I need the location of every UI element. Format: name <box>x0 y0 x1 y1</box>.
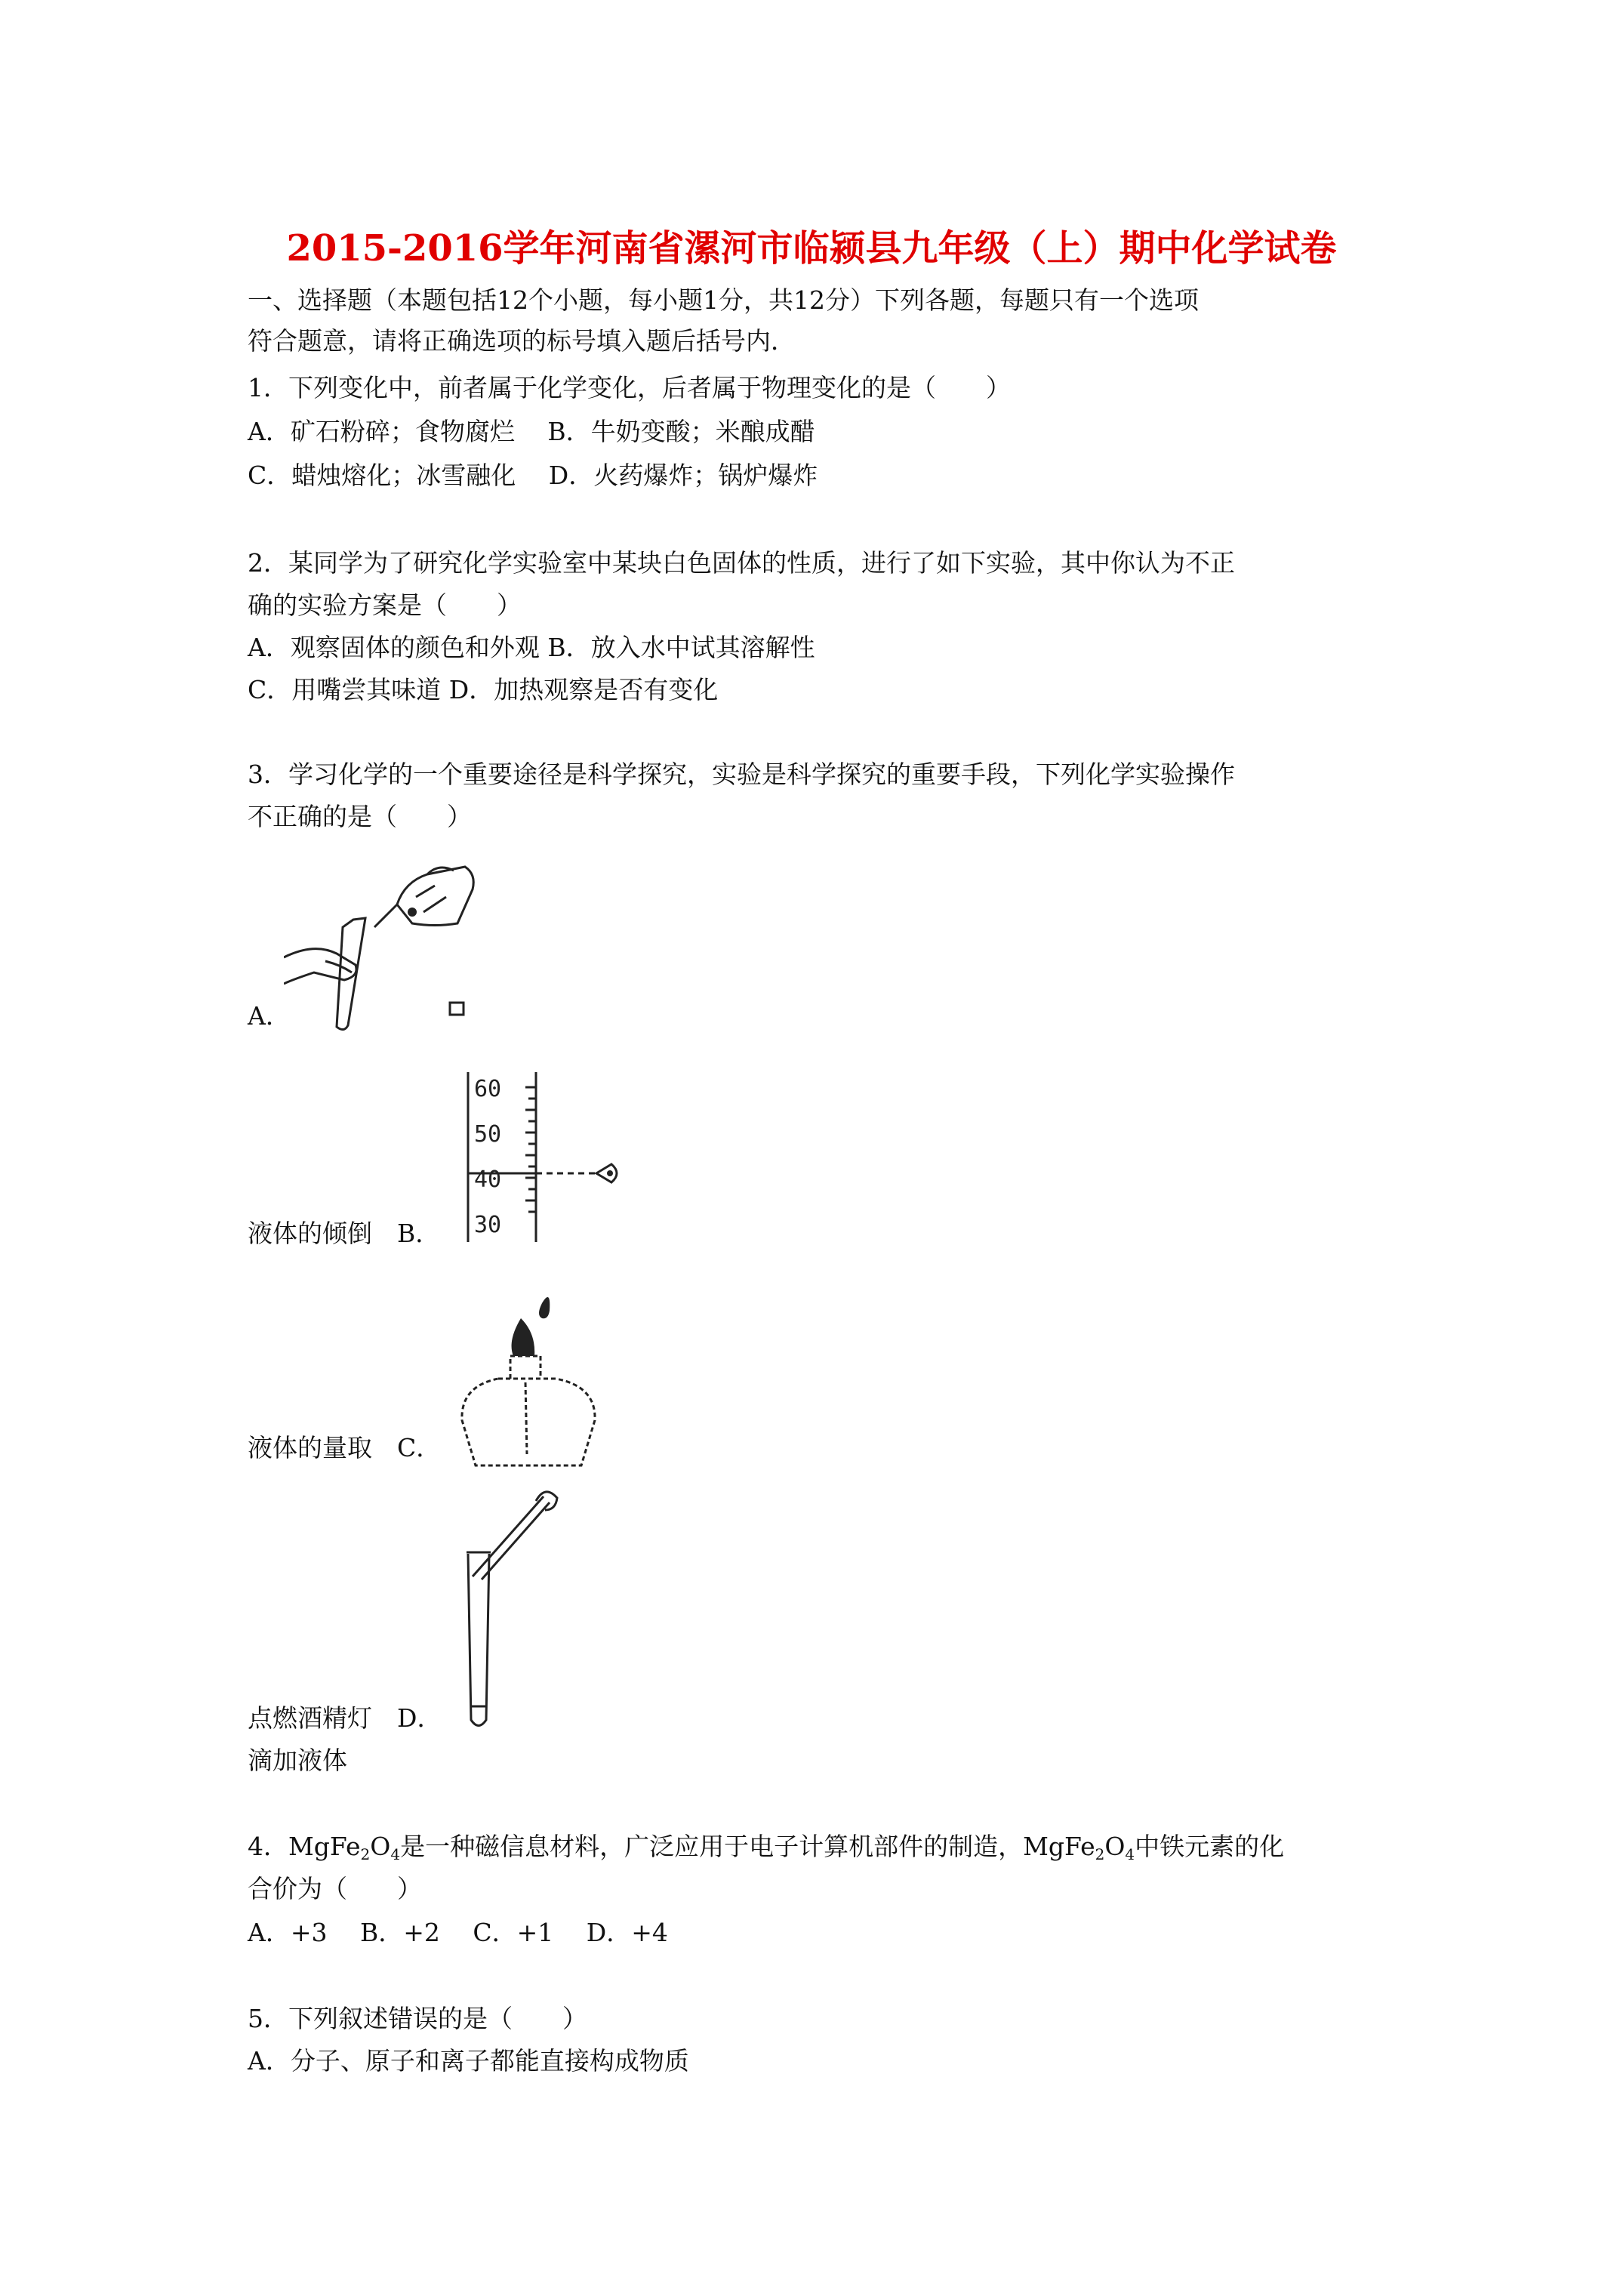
question-3-stem-line1: 3．学习化学的一个重要途径是科学探究，实验是科学探究的重要手段，下列化学实验操作 <box>248 760 1235 789</box>
dropper-test-tube-figure <box>460 1486 566 1735</box>
section-instructions-line1: 一、选择题（本题包括12个小题，每小题1分，共12分）下列各题，每题只有一个选项 <box>248 285 1199 315</box>
page-title: 2015-2016学年河南省漯河市临颍县九年级（上）期中化学试卷 <box>286 227 1337 270</box>
question-2-options-cd: C．用嘴尝其味道 D．加热观察是否有变化 <box>248 675 719 704</box>
question-5-stem: 5．下列叙述错误的是（ ） <box>248 2004 587 2033</box>
question-1-options-cd: C．蜡烛熔化；冰雪融化 D．火药爆炸；锅炉爆炸 <box>248 461 818 490</box>
cylinder-tick-30: 30 <box>474 1212 502 1238</box>
question-2-stem-line1: 2．某同学为了研究化学实验室中某块白色固体的性质，进行了如下实验，其中你认为不正 <box>248 548 1235 578</box>
cylinder-tick-60: 60 <box>474 1076 502 1102</box>
question-2-stem-line2: 确的实验方案是（ ） <box>248 590 522 620</box>
question-3-label-d-caption: 滴加液体 <box>248 1746 347 1775</box>
question-5-option-a: A．分子、原子和离子都能直接构成物质 <box>248 2046 689 2076</box>
question-4-options: A．+3 B．+2 C．+1 D．+4 <box>248 1918 668 1947</box>
question-3-label-a: A． <box>248 1001 291 1031</box>
section-instructions-line2: 符合题意，请将正确选项的标号填入题后括号内． <box>248 326 796 356</box>
question-2-options-ab: A．观察固体的颜色和外观 B．放入水中试其溶解性 <box>248 633 815 662</box>
question-3-label-d: 点燃酒精灯 D． <box>248 1703 442 1733</box>
question-1-options-ab: A．矿石粉碎；食物腐烂 B．牛奶变酸；米酿成醋 <box>248 417 815 446</box>
question-4-stem-line2: 合价为（ ） <box>248 1874 422 1903</box>
cylinder-tick-50: 50 <box>474 1121 502 1148</box>
question-3-label-c: 液体的量取 C． <box>248 1433 442 1462</box>
cylinder-tick-40: 40 <box>474 1166 502 1193</box>
question-3-stem-line2: 不正确的是（ ） <box>248 802 472 831</box>
alcohol-lamp-figure <box>453 1288 619 1469</box>
question-1-stem: 1．下列变化中，前者属于化学变化，后者属于物理变化的是（ ） <box>248 373 1011 402</box>
question-4-stem-line1: 4．$MgFe_2O_4$是一种磁信息材料，广泛应用于电子计算机部件的制造，$MgFe_2O_4$中铁元素的化 <box>248 1832 1285 1863</box>
graduated-cylinder-figure <box>460 1072 642 1246</box>
question-3-label-b: 液体的倾倒 B． <box>248 1219 441 1248</box>
pouring-liquid-figure <box>284 852 480 1033</box>
